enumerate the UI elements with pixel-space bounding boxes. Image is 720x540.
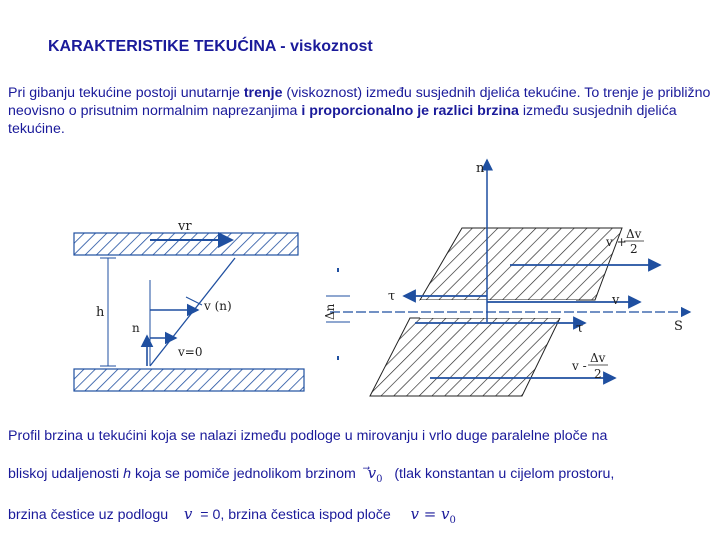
label-s: S (674, 319, 683, 334)
moving-plate (74, 233, 298, 255)
label-v-plus: v + (606, 235, 627, 249)
ground-plate (74, 369, 304, 391)
label-vr: vr (178, 219, 192, 234)
label-n-left: n (132, 321, 140, 335)
bottom-line-2 (8, 464, 718, 485)
vec-sub: 0 (376, 474, 383, 485)
line2-h: h (123, 466, 132, 482)
intro-text-3: između susjednih djelića tekućine. (8, 103, 677, 137)
intro-text-1: Pri gibanju tekućine postoji unutarnje (8, 85, 244, 101)
page-title: KARAKTERISTIKE TEKUĆINA - viskoznost (48, 38, 373, 55)
line2-text-a: bliskoj udaljenosti (8, 466, 124, 482)
label-delta-v-bottom: Δv (590, 351, 606, 365)
bottom-line-1: Profil brzina u tekućini koja se nalazi između podloge u mirovanju i vrlo duge paralelne ploče na (8, 428, 608, 444)
vec1-symbol: v (183, 505, 193, 523)
label-delta-v-top: Δv (626, 227, 642, 241)
vec3-sub: 0 (449, 515, 456, 526)
line2-text-c: (tlak konstantan u cijelom prostoru, (394, 466, 615, 482)
vec-symbol: v (367, 464, 377, 482)
intro-bold-2: i proporcionalno je razlici brzina (301, 103, 519, 119)
label-v-zero: v=0 (178, 345, 203, 359)
line3-text-a: brzina čestice uz podlogu (8, 507, 169, 523)
bottom-line-3 (8, 505, 718, 526)
vec2-symbol: v (410, 505, 419, 523)
label-v-minus: v - (572, 359, 587, 373)
intro-bold-1: trenje (243, 85, 283, 101)
vector-v0 (367, 464, 383, 485)
label-n-right: n (476, 161, 485, 176)
label-tau-bottom: τ (576, 321, 584, 336)
vec3-symbol: v (441, 505, 450, 523)
label-v-n: v (n) (204, 299, 232, 313)
intro-text-2: (viskoznost) između susjednih djelića tekućine. To trenje je približno neovisno o prisutnim normalnim naprezanjima (8, 85, 711, 119)
upper-shear-layer (420, 228, 622, 300)
line3-text-b: = 0, brzina čestica ispod ploče (200, 507, 391, 523)
intro-paragraph (8, 84, 718, 138)
right-shear-diagram (323, 160, 690, 396)
label-v: v (612, 293, 620, 308)
lower-shear-layer (370, 318, 560, 396)
label-two-bottom: 2 (594, 367, 602, 381)
vec-eq: = (418, 505, 442, 523)
label-tau-top: τ (388, 289, 396, 304)
vector-v (184, 505, 192, 523)
label-delta-n: Δn (323, 303, 337, 320)
label-h: h (96, 305, 105, 320)
left-profile-diagram (74, 219, 304, 391)
line2-text-b: koja se pomiče jednolikom brzinom (131, 466, 356, 482)
label-two-top: 2 (630, 242, 638, 256)
vector-v-eq (410, 505, 456, 526)
viscosity-figure (66, 150, 706, 400)
